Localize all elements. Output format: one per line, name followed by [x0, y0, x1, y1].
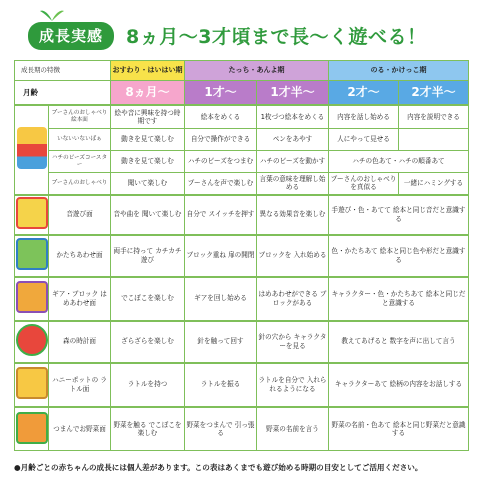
table-cell: 聞いて楽しむ — [111, 173, 185, 195]
table-row — [15, 321, 469, 363]
table-cell: 教えてあげると 数字を声に出して言う — [329, 321, 469, 363]
table-cell: ハチのビーズを動かす — [257, 151, 329, 173]
age-1y6m: 1才半〜 — [257, 81, 329, 105]
table-cell: 動きを見て楽しむ — [111, 151, 185, 173]
table-row — [15, 173, 469, 195]
table-cell: 異なる効果音を楽しむ — [257, 195, 329, 235]
table-row — [15, 129, 469, 151]
feature-name: 音遊び面 — [49, 195, 111, 235]
table-cell: 針を触って回す — [185, 321, 257, 363]
table-cell: 針の穴から キャラクターを見る — [257, 321, 329, 363]
stage-header-row — [15, 61, 469, 81]
age-1y: 1才〜 — [185, 81, 257, 105]
toy-clock-icon — [16, 324, 48, 356]
table-cell: ブロックを 入れ始める — [257, 235, 329, 277]
table-row — [15, 105, 469, 129]
table-cell: 自分で スイッチを押す — [185, 195, 257, 235]
toy-image-sound — [15, 195, 49, 235]
footnote: ●月齢ごとの赤ちゃんの成長には個人差があります。この表はあくまでも遊び始める時期の目安としてご活用ください。 — [14, 463, 423, 472]
table-cell: 自分で操作ができる — [185, 129, 257, 151]
toy-image-gears — [15, 277, 49, 321]
table-cell: ペンをあやす — [257, 129, 329, 151]
feature-name: かたちあわせ面 — [49, 235, 111, 277]
table-cell: 内容を話し始める — [329, 105, 399, 129]
table-row — [15, 151, 469, 173]
toy-image-vegetables — [15, 407, 49, 451]
table-cell: プーさんのおしゃべりを真似る — [329, 173, 399, 195]
table-cell: 1枚づつ絵本をめくる — [257, 105, 329, 129]
toy-image-rattle — [15, 363, 49, 407]
toy-rattle-icon — [16, 367, 48, 399]
table-cell: 一緒にハミングする — [399, 173, 469, 195]
table-cell: ハチのビーズをつまむ — [185, 151, 257, 173]
table-cell: ラトルを自分で 入れられるようになる — [257, 363, 329, 407]
stage-header-1: おすわり・はいはい期 — [111, 61, 185, 81]
stage-header-3: のる・かけっこ期 — [329, 61, 469, 81]
table-cell: 人にやって見せる — [329, 129, 399, 151]
table-row — [15, 363, 469, 407]
table-cell: 動きを見て楽しむ — [111, 129, 185, 151]
age-2y6m: 2才半〜 — [399, 81, 469, 105]
feature-header: 成長期の特徴 — [15, 61, 111, 81]
table-cell: 色・かたちあて 絵本と同じ色や形だと意識する — [329, 235, 469, 277]
feature-name: ギア・ブロック はめあわせ面 — [49, 277, 111, 321]
table-cell: 野菜の名前を言う — [257, 407, 329, 451]
feature-name: つまんでお野菜面 — [49, 407, 111, 451]
table-cell: プーさんを声で楽しむ — [185, 173, 257, 195]
table-cell: ハチの色あて・ハチの順番あて — [329, 151, 469, 173]
growth-badge: 成長実感 — [28, 22, 114, 50]
table-cell — [399, 129, 469, 151]
table-cell: ざらざらを楽しむ — [111, 321, 185, 363]
table-cell: 絵本をめくる — [185, 105, 257, 129]
toy-sound-icon — [16, 197, 48, 229]
table-cell: ラトルを持つ — [111, 363, 185, 407]
table-cell: 言葉の意味を理解し始める — [257, 173, 329, 195]
headline: 8ヵ月〜3才頃まで長〜く遊べる！ — [126, 26, 427, 48]
leaf-icon — [40, 7, 64, 21]
toy-vegetables-icon — [16, 412, 48, 444]
table-cell: 音や曲を 聞いて楽しむ — [111, 195, 185, 235]
table-cell: キャラクターあて 絵柄の内容をお話しする — [329, 363, 469, 407]
table-cell: 野菜の名前・色あて 絵本と同じ野菜だと意識する — [329, 407, 469, 451]
feature-sub: いないいないばぁ — [49, 129, 111, 151]
table-cell: 野菜をつまんで 引っ張る — [185, 407, 257, 451]
toy-image-picturebook — [15, 105, 49, 195]
toy-shapes-icon — [16, 238, 48, 270]
table-cell: キャラクター・色・かたちあて 絵本と同じだと意識する — [329, 277, 469, 321]
table-cell: ブロック重ね 扉の開閉 — [185, 235, 257, 277]
toy-image-shapes — [15, 235, 49, 277]
age-header: 月齢 — [15, 81, 111, 105]
feature-sub: ハチのビーズコースター — [49, 151, 111, 173]
table-cell: 野菜を触る でこぼこを楽しむ — [111, 407, 185, 451]
toy-gears-icon — [16, 281, 48, 313]
feature-name: ハニーポットの ラトル面 — [49, 363, 111, 407]
table-cell: ギアを回し始める — [185, 277, 257, 321]
table-cell: 内容を説明できる — [399, 105, 469, 129]
table-cell: 絵や音に興味を持つ時期です — [111, 105, 185, 129]
table-cell: ラトルを振る — [185, 363, 257, 407]
feature-name: 森の時計面 — [49, 321, 111, 363]
feature-sub: プーさんのおしゃべり絵本面 — [49, 105, 111, 129]
age-2y: 2才〜 — [329, 81, 399, 105]
growth-chart-table — [14, 60, 469, 451]
table-cell: 手遊び・色・あてて 絵本と同じ音だと意識する — [329, 195, 469, 235]
stage-header-2: たっち・あんよ期 — [185, 61, 329, 81]
table-row — [15, 277, 469, 321]
feature-sub: プーさんのおしゃべり — [49, 173, 111, 195]
toy-image-clock — [15, 321, 49, 363]
table-cell: 両手に持って カチカチ遊び — [111, 235, 185, 277]
table-row — [15, 235, 469, 277]
age-8m: 8ヵ月〜 — [111, 81, 185, 105]
table-row — [15, 195, 469, 235]
toy-picturebook-icon — [17, 127, 47, 169]
header — [0, 0, 480, 56]
table-cell: はめあわせができる ブロックがある — [257, 277, 329, 321]
table-row — [15, 407, 469, 451]
age-header-row — [15, 81, 469, 105]
table-cell: でこぼこを楽しむ — [111, 277, 185, 321]
